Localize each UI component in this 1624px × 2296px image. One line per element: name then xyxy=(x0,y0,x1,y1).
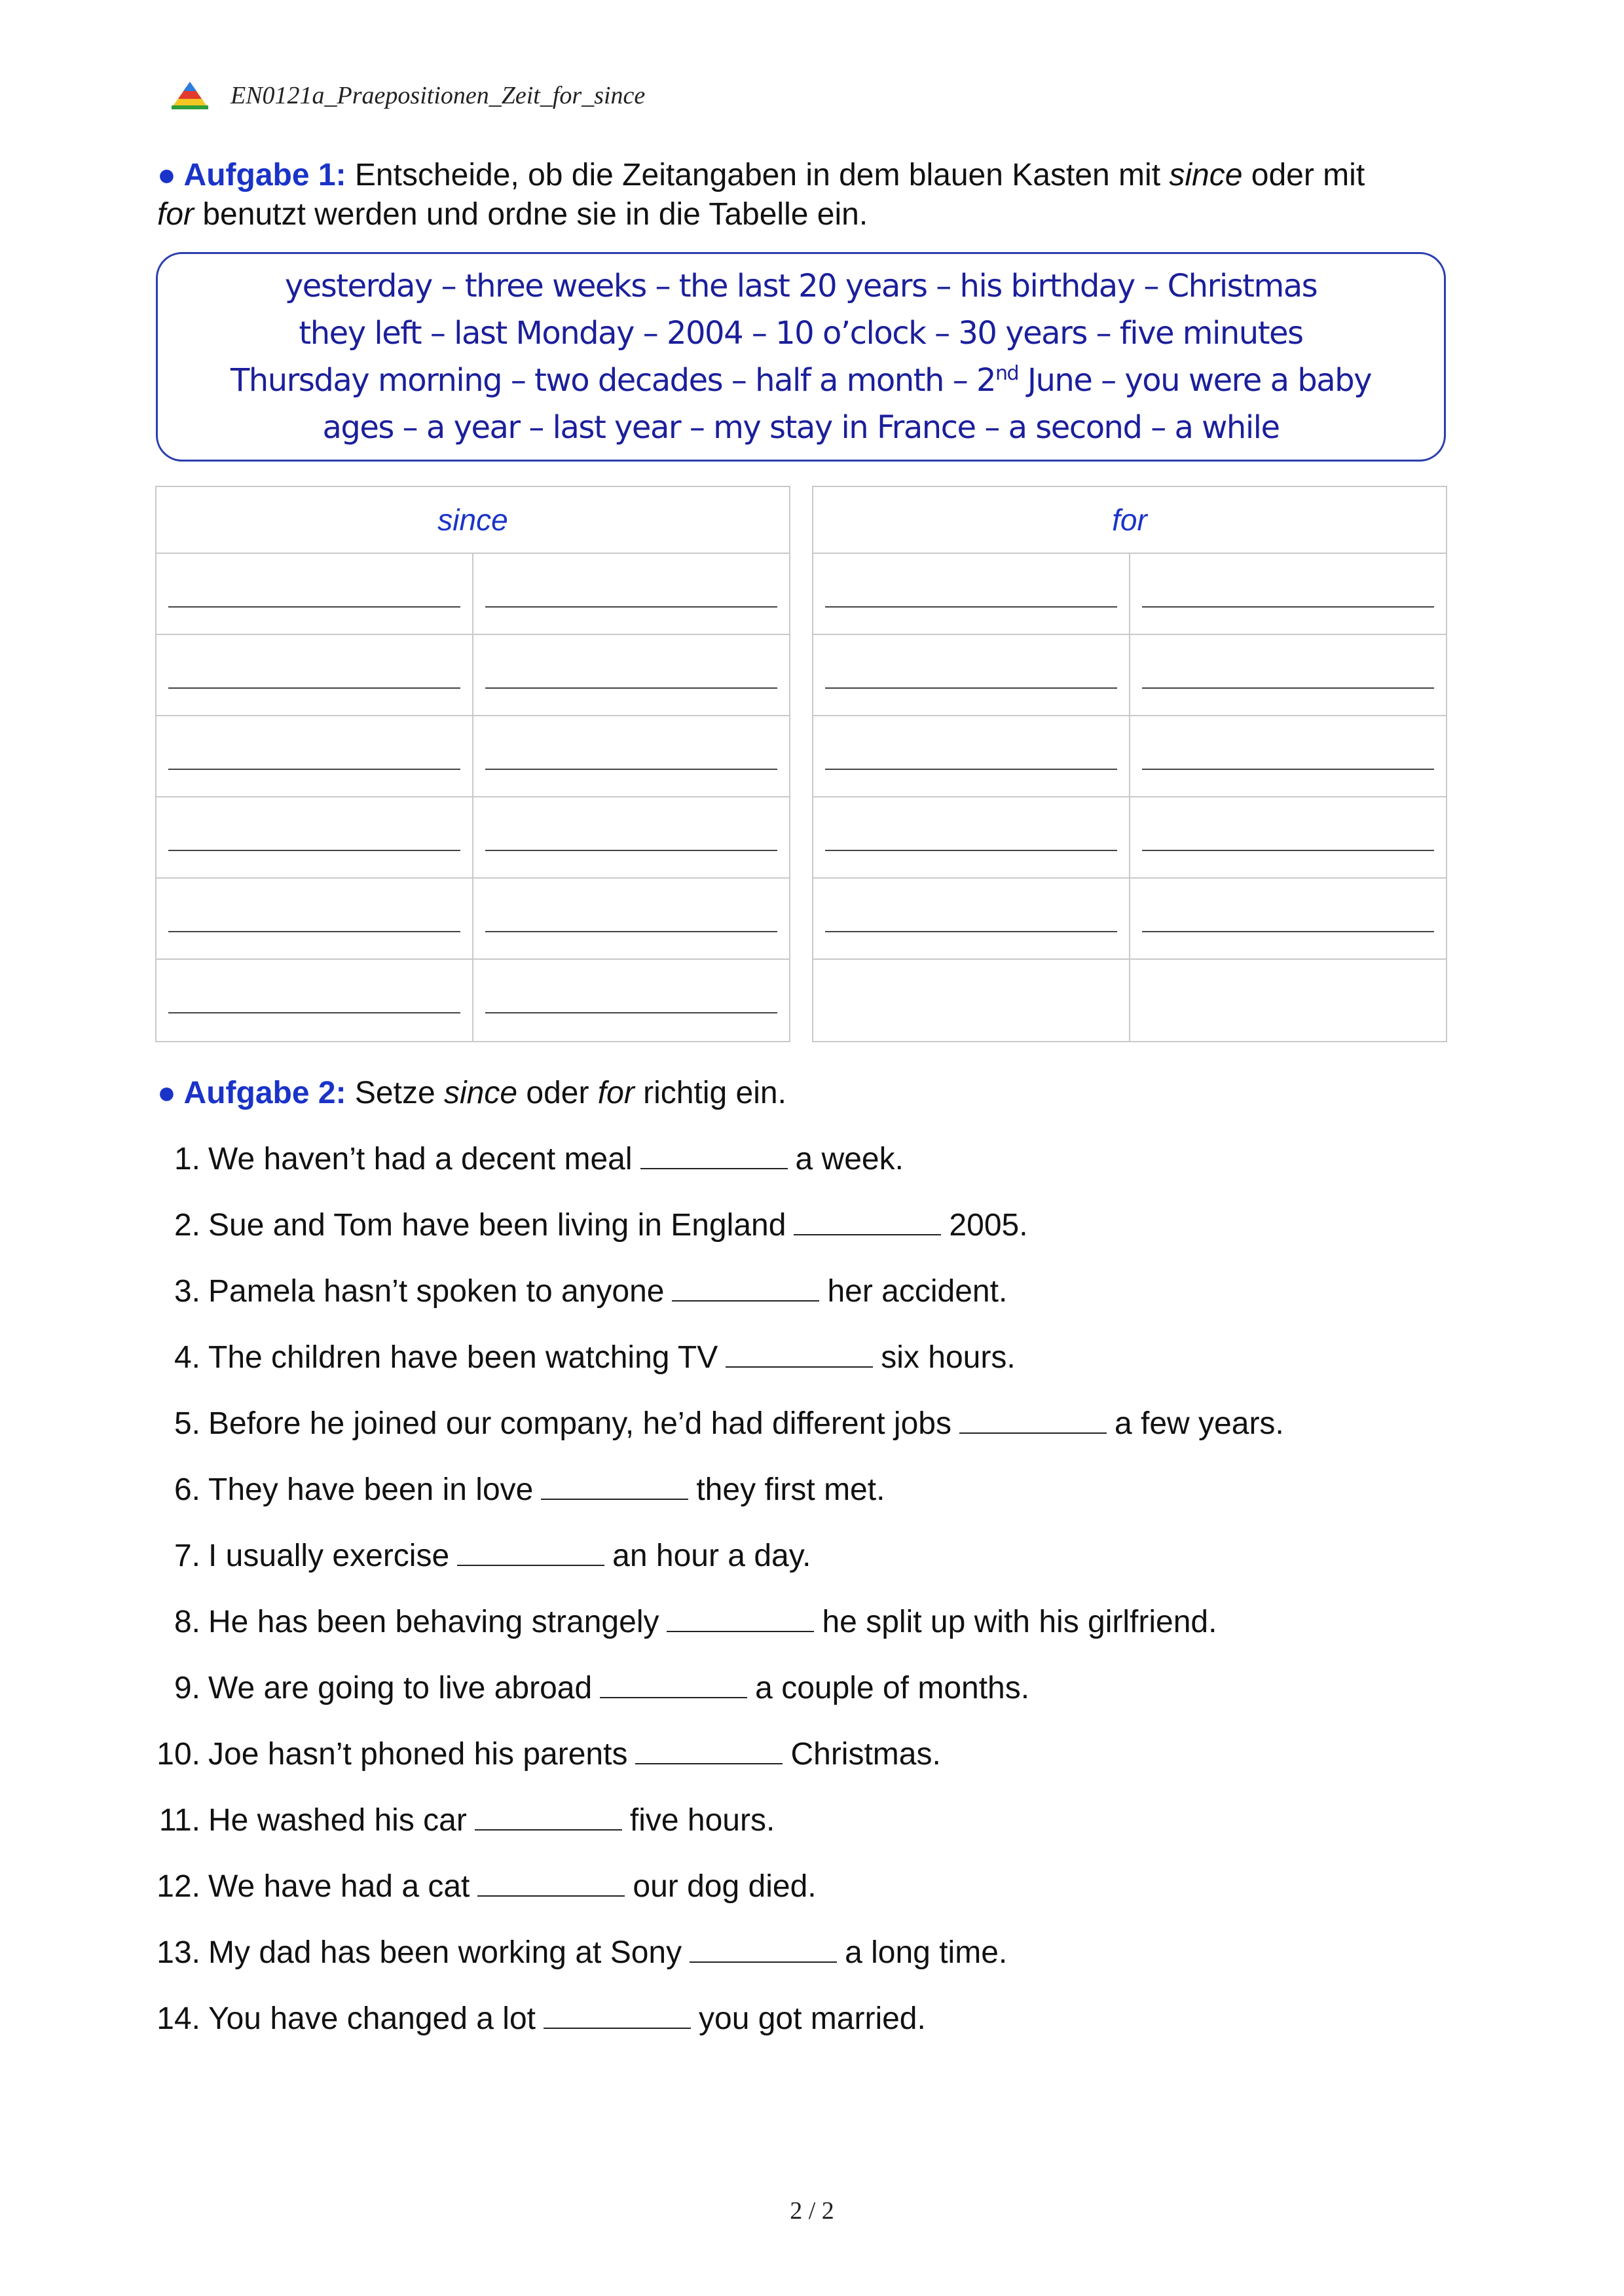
sentence-before: We are going to live abroad xyxy=(208,1671,593,1705)
sentence-after: he split up with his girlfriend. xyxy=(822,1605,1217,1639)
sentence-number: 2. xyxy=(174,1208,200,1243)
sentence-after: our dog died. xyxy=(633,1869,817,1904)
sentence-number: 12. xyxy=(157,1869,200,1904)
sentence-after: a few years. xyxy=(1114,1406,1284,1441)
sentence-before: They have been in love xyxy=(208,1472,534,1507)
time-expressions-box xyxy=(156,252,1446,462)
answer-line xyxy=(825,931,1117,932)
word-line-3-superscript: nd xyxy=(995,362,1019,385)
since-answer-cell[interactable] xyxy=(472,797,789,877)
exercise-sentence xyxy=(144,1536,1284,1602)
answer-line xyxy=(1142,850,1434,851)
since-answer-cell[interactable] xyxy=(472,635,789,715)
task1-label: ● Aufgabe 1: xyxy=(157,158,346,192)
sentence-number: 8. xyxy=(174,1605,200,1639)
sentence-after: six hours. xyxy=(881,1340,1016,1375)
for-answer-cell[interactable] xyxy=(1129,635,1446,715)
answer-line xyxy=(168,606,460,608)
since-answer-cell[interactable] xyxy=(157,879,472,958)
for-table-row xyxy=(813,960,1446,1041)
document-header xyxy=(169,77,645,114)
answer-blank[interactable] xyxy=(544,1999,691,2029)
sentence-before: We have had a cat xyxy=(208,1869,470,1904)
document-title: EN0121a_Praepositionen_Zeit_for_since xyxy=(231,82,646,109)
sentence-number: 3. xyxy=(174,1274,200,1309)
sentence-number: 4. xyxy=(174,1340,200,1375)
sentence-after: a long time. xyxy=(845,1935,1008,1970)
for-empty-cell xyxy=(1129,960,1446,1041)
sentence-after: five hours. xyxy=(629,1803,775,1838)
task1-text-b: oder mit xyxy=(1242,158,1365,192)
for-answer-cell[interactable] xyxy=(1129,716,1446,796)
since-table-row xyxy=(157,554,789,635)
word-line-4: ages – a year – last year – my stay in France – a second – a while xyxy=(322,409,1280,446)
word-line-3-part-a: Thursday morning – two decades – half a month – 2 xyxy=(230,362,995,399)
sentence-before: We haven’t had a decent meal xyxy=(208,1142,633,1176)
for-table xyxy=(812,486,1447,1042)
since-answer-cell[interactable] xyxy=(157,797,472,877)
sentence-after: a couple of months. xyxy=(755,1671,1030,1705)
answer-blank[interactable] xyxy=(600,1668,747,1698)
sentence-number: 7. xyxy=(174,1539,200,1573)
sentence-before: Joe hasn’t phoned his parents xyxy=(208,1737,628,1772)
for-answer-cell[interactable] xyxy=(813,797,1129,877)
since-answer-cell[interactable] xyxy=(157,960,472,1041)
answer-line xyxy=(825,606,1117,608)
sentence-after: 2005. xyxy=(949,1208,1028,1243)
for-answer-cell[interactable] xyxy=(813,554,1129,634)
answer-blank[interactable] xyxy=(457,1536,604,1566)
answer-line xyxy=(1142,769,1434,770)
sentence-before: I usually exercise xyxy=(208,1539,450,1573)
for-table-row xyxy=(813,635,1446,716)
answer-line xyxy=(825,850,1117,851)
task2-text-b: oder xyxy=(517,1076,598,1110)
since-table-header: since xyxy=(157,487,789,554)
answer-line xyxy=(485,769,777,770)
answer-line xyxy=(485,931,777,932)
exercise-sentence xyxy=(144,1602,1284,1668)
task2-keyword-since: since xyxy=(443,1076,518,1110)
exercise-sentence xyxy=(144,1205,1284,1271)
for-answer-cell[interactable] xyxy=(1129,797,1446,877)
task2-text-c: richtig ein. xyxy=(634,1076,786,1110)
exercise-sentence xyxy=(144,1867,1284,1933)
for-empty-cell xyxy=(813,960,1129,1041)
for-answer-cell[interactable] xyxy=(813,635,1129,715)
sentence-before: You have changed a lot xyxy=(208,2001,536,2036)
sentence-before: Sue and Tom have been living in England xyxy=(208,1208,786,1243)
since-table-row xyxy=(157,960,789,1041)
answer-line xyxy=(825,769,1117,770)
exercise-sentence xyxy=(144,1933,1284,1999)
sentence-after: Christmas. xyxy=(790,1737,941,1772)
task1-text-c: benutzt werden und ordne sie in die Tabelle ein. xyxy=(194,197,868,232)
since-answer-cell[interactable] xyxy=(472,879,789,958)
word-line-2: they left – last Monday – 2004 – 10 o’clock – 30 years – five minutes xyxy=(299,315,1303,352)
answer-blank[interactable] xyxy=(672,1271,819,1302)
answer-line xyxy=(168,850,460,851)
sentence-number: 14. xyxy=(157,2001,200,2036)
exercise-sentence xyxy=(144,1734,1284,1800)
since-answer-cell[interactable] xyxy=(472,554,789,634)
answer-line xyxy=(1142,931,1434,932)
answer-line xyxy=(485,1012,777,1013)
answer-blank[interactable] xyxy=(959,1404,1107,1434)
sentence-number: 13. xyxy=(157,1935,200,1970)
sentence-number: 11. xyxy=(158,1803,200,1838)
for-answer-cell[interactable] xyxy=(813,716,1129,796)
sentence-before: The children have been watching TV xyxy=(208,1340,718,1375)
for-table-row xyxy=(813,716,1446,797)
sentence-after: her accident. xyxy=(827,1274,1008,1309)
sentence-after: an hour a day. xyxy=(612,1539,811,1573)
exercise-sentence xyxy=(144,1999,1284,2065)
sentence-after: a week. xyxy=(795,1142,904,1176)
for-table-row xyxy=(813,879,1446,960)
for-table-row xyxy=(813,797,1446,879)
since-answer-cell[interactable] xyxy=(157,716,472,796)
task1-instruction xyxy=(157,156,1467,234)
task1-text-a: Entscheide, ob die Zeitangaben in dem blauen Kasten mit xyxy=(346,158,1170,192)
answer-line xyxy=(485,687,777,689)
task2-label: ● Aufgabe 2: xyxy=(157,1076,346,1110)
exercise-sentence xyxy=(144,1338,1284,1404)
exercise-sentence xyxy=(144,1470,1284,1536)
answer-line xyxy=(485,606,777,608)
for-answer-cell[interactable] xyxy=(813,879,1129,958)
word-line-1: yesterday – three weeks – the last 20 years – his birthday – Christmas xyxy=(284,268,1318,304)
exercise-sentences xyxy=(144,1139,1284,2065)
answer-line xyxy=(1142,606,1434,608)
answer-blank[interactable] xyxy=(541,1470,688,1500)
sentence-before: My dad has been working at Sony xyxy=(208,1935,682,1970)
answer-blank[interactable] xyxy=(794,1205,941,1235)
exercise-sentence xyxy=(144,1139,1284,1205)
for-answer-cell[interactable] xyxy=(1129,554,1446,634)
answer-line xyxy=(1142,687,1434,689)
since-table xyxy=(155,486,790,1042)
sentence-before: He washed his car xyxy=(208,1803,467,1838)
answer-line xyxy=(168,687,460,689)
answer-line xyxy=(168,1012,460,1013)
since-answer-cell[interactable] xyxy=(472,716,789,796)
answer-blank[interactable] xyxy=(477,1867,625,1897)
sentence-before: Pamela hasn’t spoken to anyone xyxy=(208,1274,665,1309)
since-table-row xyxy=(157,716,789,797)
for-table-header: for xyxy=(813,487,1446,554)
sentence-number: 10. xyxy=(157,1737,200,1772)
for-table-row xyxy=(813,554,1446,635)
answer-blank[interactable] xyxy=(726,1338,873,1368)
sentence-before: Before he joined our company, he’d had different jobs xyxy=(208,1406,951,1441)
exercise-sentence xyxy=(144,1800,1284,1867)
task1-keyword-for: for xyxy=(157,197,194,232)
task1-keyword-since: since xyxy=(1169,158,1243,192)
since-answer-cell[interactable] xyxy=(472,960,789,1041)
sentence-before: He has been behaving strangely xyxy=(208,1605,659,1639)
exercise-sentence xyxy=(144,1404,1284,1470)
since-table-row xyxy=(157,879,789,960)
word-line-3-part-b: June – you were a baby xyxy=(1018,362,1372,399)
answer-blank[interactable] xyxy=(690,1933,837,1963)
answer-line xyxy=(825,687,1117,689)
answer-line xyxy=(168,769,460,770)
answer-line xyxy=(485,850,777,851)
rainbow-logo-icon xyxy=(169,81,211,111)
exercise-sentence xyxy=(144,1271,1284,1338)
answer-blank[interactable] xyxy=(640,1139,788,1169)
since-table-row xyxy=(157,635,789,716)
sentence-number: 6. xyxy=(174,1472,200,1507)
task2-text-a: Setze xyxy=(346,1076,444,1110)
answer-blank[interactable] xyxy=(667,1602,814,1632)
sentence-number: 5. xyxy=(174,1406,200,1441)
since-table-row xyxy=(157,797,789,879)
sentence-after: they first met. xyxy=(696,1472,885,1507)
task2-instruction xyxy=(157,1074,1467,1113)
since-answer-cell[interactable] xyxy=(157,554,472,634)
sentence-number: 9. xyxy=(174,1671,200,1705)
since-answer-cell[interactable] xyxy=(157,635,472,715)
answer-line xyxy=(168,931,460,932)
for-answer-cell[interactable] xyxy=(1129,879,1446,958)
sentence-number: 1. xyxy=(174,1142,200,1176)
answer-blank[interactable] xyxy=(475,1800,622,1831)
sentence-after: you got married. xyxy=(699,2001,926,2036)
answer-blank[interactable] xyxy=(635,1734,783,1764)
task2-keyword-for: for xyxy=(597,1076,635,1110)
word-line-3 xyxy=(231,357,1371,404)
exercise-sentence xyxy=(144,1668,1284,1734)
page-number: 2 / 2 xyxy=(790,2197,834,2225)
